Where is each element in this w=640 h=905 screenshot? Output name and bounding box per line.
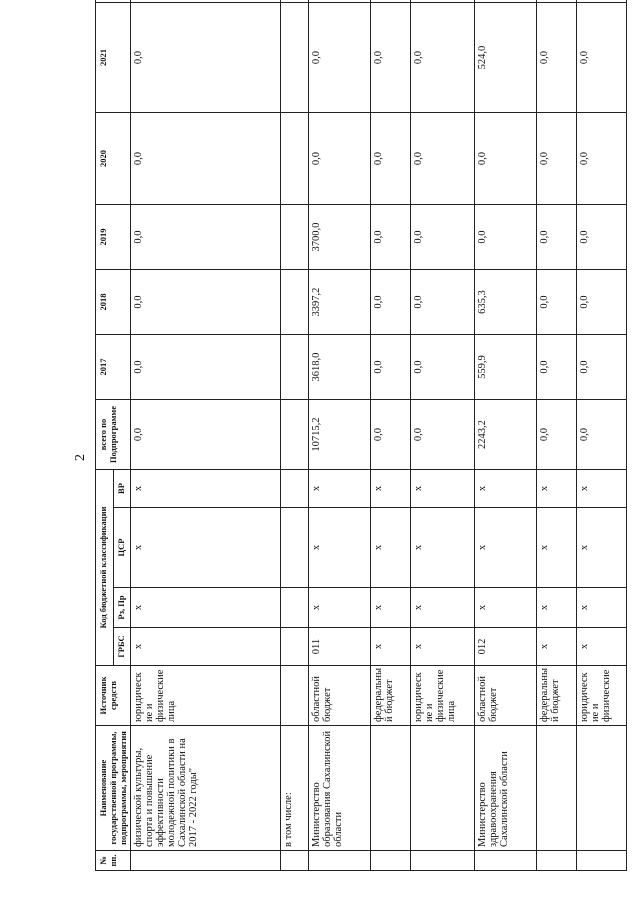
cell-no [537,851,577,871]
cell-2019: 0,0 [475,205,537,270]
table-row [309,0,371,871]
cell-2022 [131,0,281,3]
header-grbs: ГРБС [113,628,131,666]
cell-csr: х [537,508,577,588]
cell-grbs: 011 [309,628,371,666]
budget-table [95,0,627,871]
cell-2021: 524,0 [475,3,537,113]
header-source: Источник средств [96,666,131,726]
cell-2020 [281,113,309,205]
cell-total: 2243,2 [475,400,537,470]
cell-vr: х [131,470,281,508]
cell-name: в том числе: [281,726,309,851]
cell-no [309,851,371,871]
header-row-top [96,0,114,871]
cell-csr [281,508,309,588]
cell-2021: 0,0 [577,3,627,113]
header-year-2020: 2020 [96,113,131,205]
cell-vr: х [577,470,627,508]
header-csr: ЦСР [113,508,131,588]
cell-rzpr: х [577,588,627,628]
cell-source: юридическ ие и физические лица [131,666,281,726]
table-body [131,0,627,871]
cell-total: 0,0 [371,400,411,470]
cell-total: 0,0 [411,400,475,470]
cell-2018: 0,0 [371,270,411,335]
cell-vr: х [309,470,371,508]
cell-2020: 0,0 [371,113,411,205]
cell-2017: 0,0 [131,335,281,400]
cell-source: юридическ ие и физические [577,666,627,726]
table-row [411,0,475,871]
header-no: № пп. [96,851,131,871]
cell-2020: 0,0 [475,113,537,205]
table-row [475,0,537,871]
cell-2018: 3397,2 [309,270,371,335]
cell-2019: 0,0 [411,205,475,270]
cell-2019: 0,0 [537,205,577,270]
cell-grbs [281,628,309,666]
cell-2020: 0,0 [411,113,475,205]
cell-2022 [281,0,309,3]
cell-2019: 3700,0 [309,205,371,270]
cell-2022 [309,0,371,3]
cell-grbs: 012 [475,628,537,666]
cell-no [411,851,475,871]
cell-2022 [537,0,577,3]
cell-2021: 0,0 [537,3,577,113]
table-row [131,0,281,871]
cell-2022 [475,0,537,3]
cell-total: 0,0 [537,400,577,470]
cell-no [281,851,309,871]
header-vr: ВР [113,470,131,508]
cell-2018: 635,3 [475,270,537,335]
cell-vr: х [371,470,411,508]
cell-grbs: х [577,628,627,666]
cell-no [371,851,411,871]
cell-vr: х [475,470,537,508]
cell-2021: 0,0 [131,3,281,113]
cell-2022 [577,0,627,3]
cell-csr: х [309,508,371,588]
header-year-2017: 2017 [96,335,131,400]
cell-rzpr [281,588,309,628]
cell-2021: 0,0 [309,3,371,113]
cell-rzpr: х [309,588,371,628]
cell-total: 10715,2 [309,400,371,470]
cell-2017 [281,335,309,400]
cell-vr: х [537,470,577,508]
cell-2017: 0,0 [537,335,577,400]
cell-source: областной бюджет [309,666,371,726]
cell-source: областной бюджет [475,666,537,726]
cell-2021 [281,3,309,113]
table-row [281,0,309,871]
cell-csr: х [475,508,537,588]
cell-2018: 0,0 [577,270,627,335]
table-row [537,0,577,871]
header-year-2022 [96,0,131,3]
cell-2021: 0,0 [411,3,475,113]
cell-name: Министерство здравоохранения Сахалинской области [475,726,537,851]
cell-2022 [371,0,411,3]
cell-2018: 0,0 [131,270,281,335]
table-row [577,0,627,871]
cell-2017: 0,0 [411,335,475,400]
header-code-group: Код бюджетной классификации [96,470,114,666]
cell-name [577,726,627,851]
cell-2019 [281,205,309,270]
cell-source: федеральны й бюджет [537,666,577,726]
cell-2018: 0,0 [411,270,475,335]
cell-name [537,726,577,851]
cell-source: федеральны й бюджет [371,666,411,726]
header-year-2021: 2021 [96,3,131,113]
cell-2019: 0,0 [371,205,411,270]
cell-grbs: х [131,628,281,666]
cell-name [411,726,475,851]
cell-vr: х [411,470,475,508]
cell-2017: 0,0 [371,335,411,400]
cell-rzpr: х [537,588,577,628]
cell-2022 [411,0,475,3]
cell-2018 [281,270,309,335]
cell-rzpr: х [411,588,475,628]
cell-rzpr: х [475,588,537,628]
header-year-2019: 2019 [96,205,131,270]
cell-2020: 0,0 [577,113,627,205]
header-total: всего по Подпрограмме [96,400,131,470]
table-row [371,0,411,871]
cell-2020: 0,0 [309,113,371,205]
cell-csr: х [411,508,475,588]
cell-csr: х [131,508,281,588]
cell-2018: 0,0 [537,270,577,335]
cell-rzpr: х [131,588,281,628]
cell-2020: 0,0 [537,113,577,205]
cell-csr: х [577,508,627,588]
cell-total: 0,0 [577,400,627,470]
cell-total: 0,0 [131,400,281,470]
cell-rzpr: х [371,588,411,628]
header-rzpr: Рз, Пр [113,588,131,628]
cell-2017: 0,0 [577,335,627,400]
cell-csr: х [371,508,411,588]
cell-grbs: х [411,628,475,666]
cell-grbs: х [371,628,411,666]
cell-2017: 559,9 [475,335,537,400]
cell-name: Министерство образования Сахалинской области [309,726,371,851]
cell-no [131,851,281,871]
cell-2019: 0,0 [131,205,281,270]
cell-no [577,851,627,871]
cell-name: физической культуры, спорта и повышение эффективности молодежной политики в Сахалинской области на 2017 - 2022 годы" [131,726,281,851]
cell-name [371,726,411,851]
cell-source: юридическ ие и физические лица [411,666,475,726]
cell-2020: 0,0 [131,113,281,205]
page-number: 2 [73,454,88,461]
cell-source [281,666,309,726]
cell-2019: 0,0 [577,205,627,270]
cell-total [281,400,309,470]
cell-vr [281,470,309,508]
header-name: Наименование государственной программы, подпрограммы, мероприятия [96,726,131,851]
header-year-2018: 2018 [96,270,131,335]
cell-2017: 3618,0 [309,335,371,400]
cell-grbs: х [537,628,577,666]
cell-no [475,851,537,871]
cell-2021: 0,0 [371,3,411,113]
